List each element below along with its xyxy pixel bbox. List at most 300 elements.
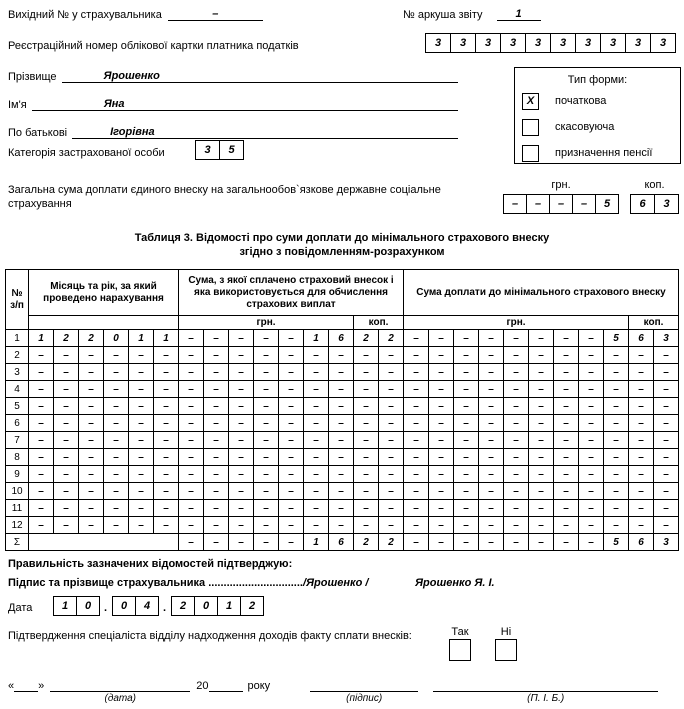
digit-cell: –: [154, 415, 179, 432]
digit-cell: –: [304, 517, 329, 534]
digit-cell: –: [329, 483, 354, 500]
digit-box[interactable]: 3: [475, 33, 501, 53]
digit-cell: –: [554, 364, 579, 381]
digit-cell: –: [29, 398, 54, 415]
digit-cell: 6: [329, 534, 354, 551]
digit-cell: –: [129, 364, 154, 381]
total-hrn-boxes[interactable]: [503, 194, 619, 214]
digit-cell: –: [429, 381, 454, 398]
digit-cell: –: [229, 330, 254, 347]
digit-cell: –: [54, 432, 79, 449]
digit-cell: –: [229, 364, 254, 381]
date-blank-col: [50, 678, 190, 705]
digit-cell: 1: [154, 330, 179, 347]
date-label: Дата: [8, 602, 33, 614]
digit-cell: –: [529, 466, 554, 483]
digit-cell: –: [154, 364, 179, 381]
insured-name-value: Ярошенко Я. І.: [415, 577, 495, 589]
digit-cell: –: [179, 398, 204, 415]
digit-cell: –: [604, 449, 629, 466]
digit-cell: –: [579, 432, 604, 449]
digit-cell: –: [179, 449, 204, 466]
digit-box[interactable]: 5: [595, 194, 619, 214]
digit-cell: –: [79, 466, 104, 483]
digit-cell: –: [79, 347, 104, 364]
digit-cell: –: [379, 517, 404, 534]
digit-cell: –: [454, 330, 479, 347]
digit-cell: –: [104, 483, 129, 500]
digit-cell: –: [629, 466, 654, 483]
digit-cell: –: [204, 517, 229, 534]
digit-box[interactable]: 3: [525, 33, 551, 53]
digit-cell: 5: [604, 534, 629, 551]
digit-cell: –: [204, 398, 229, 415]
day-blank-field[interactable]: [14, 678, 38, 692]
digit-cell: –: [479, 432, 504, 449]
digit-cell: –: [404, 500, 429, 517]
digit-box[interactable]: 3: [195, 140, 220, 160]
table3-body: [6, 330, 679, 551]
digit-box[interactable]: 3: [625, 33, 651, 53]
specialist-label: Підтвердження спеціаліста відділу надходження доходів факту сплати внесків:: [8, 630, 412, 642]
digit-cell: –: [79, 449, 104, 466]
digit-cell: –: [254, 330, 279, 347]
table3-title-line1: Таблиця 3. Відомості про суми доплати до мінімального страхового внеску: [134, 232, 550, 244]
digit-cell: 1: [29, 330, 54, 347]
row-number-cell: 3: [6, 364, 29, 381]
total-month-empty-cell: [29, 534, 179, 551]
digit-cell: 2: [354, 534, 379, 551]
digit-cell: –: [279, 517, 304, 534]
digit-cell: –: [354, 398, 379, 415]
digit-cell: –: [579, 500, 604, 517]
digit-cell: –: [479, 466, 504, 483]
footer-row: [8, 678, 658, 705]
digit-cell: –: [579, 483, 604, 500]
digit-cell: –: [429, 534, 454, 551]
digit-cell: –: [54, 517, 79, 534]
digit-cell: –: [604, 483, 629, 500]
digit-cell: –: [179, 517, 204, 534]
digit-box[interactable]: 5: [219, 140, 244, 160]
reg-number-label: Реєстраційний номер облікової картки платника податків: [8, 40, 299, 52]
digit-cell: –: [454, 534, 479, 551]
digit-cell: –: [54, 347, 79, 364]
digit-box[interactable]: –: [572, 194, 596, 214]
digit-cell: –: [354, 500, 379, 517]
col-month-header: Місяць та рік, за який проведено нарахування: [29, 270, 179, 316]
digit-cell: –: [54, 500, 79, 517]
digit-cell: –: [579, 398, 604, 415]
digit-cell: –: [304, 381, 329, 398]
digit-cell: –: [304, 466, 329, 483]
digit-cell: –: [129, 500, 154, 517]
digit-cell: –: [454, 432, 479, 449]
sheet-number-field[interactable]: [497, 6, 541, 21]
digit-cell: –: [454, 517, 479, 534]
digit-box[interactable]: 3: [575, 33, 601, 53]
surcharge-kop-header: коп.: [629, 316, 679, 330]
signature-dots-line[interactable]: ...............................: [208, 577, 303, 589]
digit-cell: –: [179, 466, 204, 483]
sign-blank-col: [310, 678, 418, 705]
digit-cell: –: [279, 415, 304, 432]
patronymic-field[interactable]: [72, 124, 458, 139]
digit-cell: –: [429, 449, 454, 466]
digit-cell: –: [179, 364, 204, 381]
digit-cell: –: [254, 500, 279, 517]
digit-cell: –: [604, 398, 629, 415]
digit-cell: –: [629, 432, 654, 449]
table3-row: [6, 500, 679, 517]
digit-cell: –: [79, 432, 104, 449]
digit-cell: –: [479, 500, 504, 517]
digit-cell: –: [354, 415, 379, 432]
digit-cell: –: [479, 364, 504, 381]
digit-cell: –: [254, 483, 279, 500]
digit-cell: –: [204, 347, 229, 364]
name-blank-field[interactable]: [433, 678, 658, 692]
signature-surname-value: /Ярошенко /: [302, 577, 369, 589]
digit-cell: –: [629, 347, 654, 364]
table3-header-row1: [6, 270, 679, 316]
digit-cell: –: [179, 330, 204, 347]
digit-cell: –: [329, 449, 354, 466]
digit-cell: –: [154, 381, 179, 398]
digit-cell: –: [579, 449, 604, 466]
digit-cell: –: [29, 364, 54, 381]
row-number-cell: 7: [6, 432, 29, 449]
form-type-option: [522, 92, 652, 110]
digit-cell: –: [229, 466, 254, 483]
digit-cell: –: [79, 398, 104, 415]
digit-cell: –: [404, 466, 429, 483]
digit-cell: –: [479, 347, 504, 364]
digit-cell: –: [629, 483, 654, 500]
digit-cell: –: [529, 449, 554, 466]
digit-cell: –: [404, 330, 429, 347]
paid-kop-header: коп.: [354, 316, 404, 330]
digit-cell: –: [554, 449, 579, 466]
digit-cell: –: [154, 483, 179, 500]
col-surcharge-header: Сума доплати до мінімального страхового внеску: [404, 270, 679, 316]
digit-cell: –: [204, 415, 229, 432]
digit-cell: –: [204, 534, 229, 551]
outgoing-number-row: [8, 6, 263, 21]
digit-cell: –: [404, 517, 429, 534]
sigma-cell: Σ: [6, 534, 29, 551]
digit-cell: –: [329, 364, 354, 381]
digit-cell: –: [129, 381, 154, 398]
digit-box[interactable]: 6: [630, 194, 655, 214]
digit-cell: –: [454, 449, 479, 466]
form-type-checkbox[interactable]: [522, 119, 539, 136]
digit-cell: –: [479, 381, 504, 398]
digit-cell: –: [329, 398, 354, 415]
signature-label: Підпис та прізвище страхувальника: [8, 577, 209, 589]
digit-cell: –: [279, 432, 304, 449]
digit-cell: –: [79, 500, 104, 517]
digit-cell: –: [204, 330, 229, 347]
digit-cell: –: [329, 432, 354, 449]
yes-label: Так: [451, 626, 469, 638]
category-boxes[interactable]: [195, 140, 244, 160]
form-type-checkbox[interactable]: [522, 145, 539, 162]
digit-cell: –: [29, 381, 54, 398]
digit-box[interactable]: 3: [425, 33, 451, 53]
digit-cell: –: [554, 500, 579, 517]
form-type-option-label: призначення пенсії: [555, 147, 653, 159]
digit-cell: –: [54, 415, 79, 432]
sheet-number-row: [403, 6, 541, 21]
digit-cell: –: [479, 330, 504, 347]
digit-cell: –: [454, 466, 479, 483]
no-checkbox[interactable]: [495, 639, 517, 661]
digit-cell: 0: [104, 330, 129, 347]
digit-cell: –: [329, 500, 354, 517]
date-separator-1: .: [104, 602, 108, 614]
digit-box[interactable]: 3: [550, 33, 576, 53]
digit-cell: –: [129, 432, 154, 449]
digit-box[interactable]: –: [549, 194, 573, 214]
digit-cell: –: [579, 364, 604, 381]
digit-box[interactable]: 1: [53, 596, 77, 616]
digit-cell: –: [79, 517, 104, 534]
digit-cell: –: [179, 415, 204, 432]
digit-cell: –: [254, 347, 279, 364]
digit-cell: –: [554, 381, 579, 398]
digit-cell: –: [79, 483, 104, 500]
digit-cell: –: [354, 347, 379, 364]
date-blank-field[interactable]: [50, 678, 190, 692]
digit-cell: –: [579, 347, 604, 364]
digit-cell: –: [654, 500, 679, 517]
table3-row: [6, 398, 679, 415]
outgoing-number-label: Вихідний № у страхувальника: [8, 9, 162, 21]
digit-cell: –: [529, 364, 554, 381]
digit-cell: –: [279, 500, 304, 517]
digit-cell: –: [379, 364, 404, 381]
table3-title: [0, 231, 684, 259]
digit-cell: –: [579, 330, 604, 347]
digit-box[interactable]: 0: [194, 596, 218, 616]
surname-row: [8, 68, 458, 83]
digit-cell: –: [154, 500, 179, 517]
digit-cell: –: [29, 415, 54, 432]
row-number-cell: 10: [6, 483, 29, 500]
digit-cell: –: [229, 432, 254, 449]
name-field[interactable]: [32, 96, 458, 111]
digit-cell: –: [104, 517, 129, 534]
digit-cell: –: [304, 347, 329, 364]
date-month-boxes[interactable]: [112, 596, 159, 616]
digit-cell: –: [429, 347, 454, 364]
table3-row: [6, 364, 679, 381]
digit-cell: –: [579, 517, 604, 534]
surname-field[interactable]: [62, 68, 458, 83]
digit-cell: –: [429, 330, 454, 347]
digit-cell: –: [329, 415, 354, 432]
digit-box[interactable]: 0: [112, 596, 136, 616]
digit-cell: –: [604, 364, 629, 381]
date-separator-2: .: [163, 602, 167, 614]
digit-cell: –: [379, 347, 404, 364]
digit-cell: –: [279, 364, 304, 381]
digit-cell: –: [404, 534, 429, 551]
outgoing-number-field[interactable]: [168, 6, 263, 21]
digit-cell: –: [554, 347, 579, 364]
row-number-cell: 12: [6, 517, 29, 534]
digit-cell: –: [304, 432, 329, 449]
digit-cell: –: [354, 483, 379, 500]
row-number-cell: 4: [6, 381, 29, 398]
digit-cell: –: [629, 398, 654, 415]
digit-cell: 2: [379, 330, 404, 347]
table3-title-line2: згідно з повідомленням-розрахунком: [239, 246, 445, 258]
digit-cell: –: [579, 415, 604, 432]
digit-cell: –: [454, 415, 479, 432]
surcharge-hrn-header: грн.: [404, 316, 629, 330]
digit-cell: –: [354, 381, 379, 398]
digit-cell: –: [454, 364, 479, 381]
digit-cell: 3: [654, 330, 679, 347]
total-kop-boxes[interactable]: [630, 194, 679, 214]
no-label: Ні: [500, 626, 512, 638]
digit-cell: –: [529, 534, 554, 551]
form-type-option-label: скасовуюча: [555, 121, 615, 133]
yes-checkbox[interactable]: [449, 639, 471, 661]
digit-box[interactable]: 4: [135, 596, 159, 616]
digit-cell: –: [304, 415, 329, 432]
yes-option: [449, 626, 471, 661]
digit-cell: –: [279, 483, 304, 500]
digit-box[interactable]: 2: [171, 596, 195, 616]
name-blank-col: [433, 678, 658, 705]
outgoing-number-value: –: [212, 8, 219, 20]
digit-cell: –: [179, 381, 204, 398]
digit-cell: –: [654, 347, 679, 364]
patronymic-row: [8, 124, 458, 139]
digit-cell: –: [29, 432, 54, 449]
digit-box[interactable]: 3: [654, 194, 679, 214]
name-caption: (П. І. Б.): [527, 693, 565, 704]
digit-box[interactable]: 3: [650, 33, 676, 53]
digit-cell: –: [504, 483, 529, 500]
digit-cell: 6: [629, 534, 654, 551]
digit-box[interactable]: –: [503, 194, 527, 214]
year-prefix: 20: [196, 680, 209, 692]
digit-cell: –: [254, 449, 279, 466]
year-blank-field[interactable]: [209, 678, 243, 692]
digit-cell: –: [654, 466, 679, 483]
digit-cell: –: [554, 483, 579, 500]
digit-cell: –: [29, 500, 54, 517]
digit-cell: –: [379, 466, 404, 483]
form-type-checkbox[interactable]: X: [522, 93, 539, 110]
digit-cell: –: [329, 381, 354, 398]
date-year-boxes[interactable]: [171, 596, 264, 616]
digit-cell: –: [429, 398, 454, 415]
date-day-boxes[interactable]: [53, 596, 100, 616]
form-type-title: Тип форми:: [567, 74, 628, 86]
name-label: Ім'я: [8, 99, 27, 111]
digit-cell: –: [54, 483, 79, 500]
patronymic-value: Ігорівна: [110, 126, 155, 138]
digit-cell: –: [404, 381, 429, 398]
digit-box[interactable]: 2: [240, 596, 264, 616]
digit-cell: –: [254, 415, 279, 432]
reg-number-boxes[interactable]: [425, 33, 676, 53]
digit-cell: –: [279, 381, 304, 398]
digit-cell: –: [479, 449, 504, 466]
digit-cell: –: [304, 364, 329, 381]
row-number-cell: 1: [6, 330, 29, 347]
digit-cell: –: [554, 330, 579, 347]
digit-cell: –: [454, 347, 479, 364]
col-num-header: № з/п: [6, 270, 29, 330]
digit-cell: –: [154, 398, 179, 415]
digit-cell: 1: [304, 330, 329, 347]
digit-cell: –: [404, 364, 429, 381]
digit-cell: –: [129, 415, 154, 432]
digit-cell: –: [29, 466, 54, 483]
digit-cell: –: [254, 398, 279, 415]
digit-cell: –: [354, 432, 379, 449]
digit-cell: –: [604, 415, 629, 432]
digit-cell: –: [279, 398, 304, 415]
digit-cell: –: [604, 517, 629, 534]
digit-cell: –: [104, 398, 129, 415]
digit-cell: –: [529, 381, 554, 398]
digit-cell: –: [529, 330, 554, 347]
digit-box[interactable]: 3: [600, 33, 626, 53]
digit-cell: –: [279, 534, 304, 551]
digit-box[interactable]: 3: [500, 33, 526, 53]
digit-cell: –: [54, 381, 79, 398]
digit-cell: –: [379, 449, 404, 466]
form-type-option-label: початкова: [555, 95, 607, 107]
digit-cell: –: [154, 449, 179, 466]
digit-cell: –: [104, 381, 129, 398]
digit-box[interactable]: 0: [76, 596, 100, 616]
digit-cell: –: [379, 500, 404, 517]
table3-row: [6, 483, 679, 500]
surname-label: Прізвище: [8, 71, 57, 83]
digit-cell: –: [354, 364, 379, 381]
digit-cell: –: [254, 364, 279, 381]
digit-cell: –: [604, 466, 629, 483]
digit-cell: –: [129, 347, 154, 364]
digit-cell: –: [254, 381, 279, 398]
digit-cell: –: [554, 432, 579, 449]
digit-cell: –: [479, 517, 504, 534]
digit-box[interactable]: 1: [217, 596, 241, 616]
month-subheader-empty: [29, 316, 179, 330]
sign-blank-field[interactable]: [310, 678, 418, 692]
digit-cell: –: [504, 330, 529, 347]
digit-cell: –: [54, 466, 79, 483]
row-number-cell: 6: [6, 415, 29, 432]
row-number-cell: 11: [6, 500, 29, 517]
no-option: [495, 626, 517, 661]
digit-cell: –: [29, 517, 54, 534]
digit-cell: –: [229, 381, 254, 398]
digit-box[interactable]: 3: [450, 33, 476, 53]
digit-box[interactable]: –: [526, 194, 550, 214]
digit-cell: –: [229, 500, 254, 517]
digit-cell: –: [404, 432, 429, 449]
digit-cell: –: [429, 415, 454, 432]
